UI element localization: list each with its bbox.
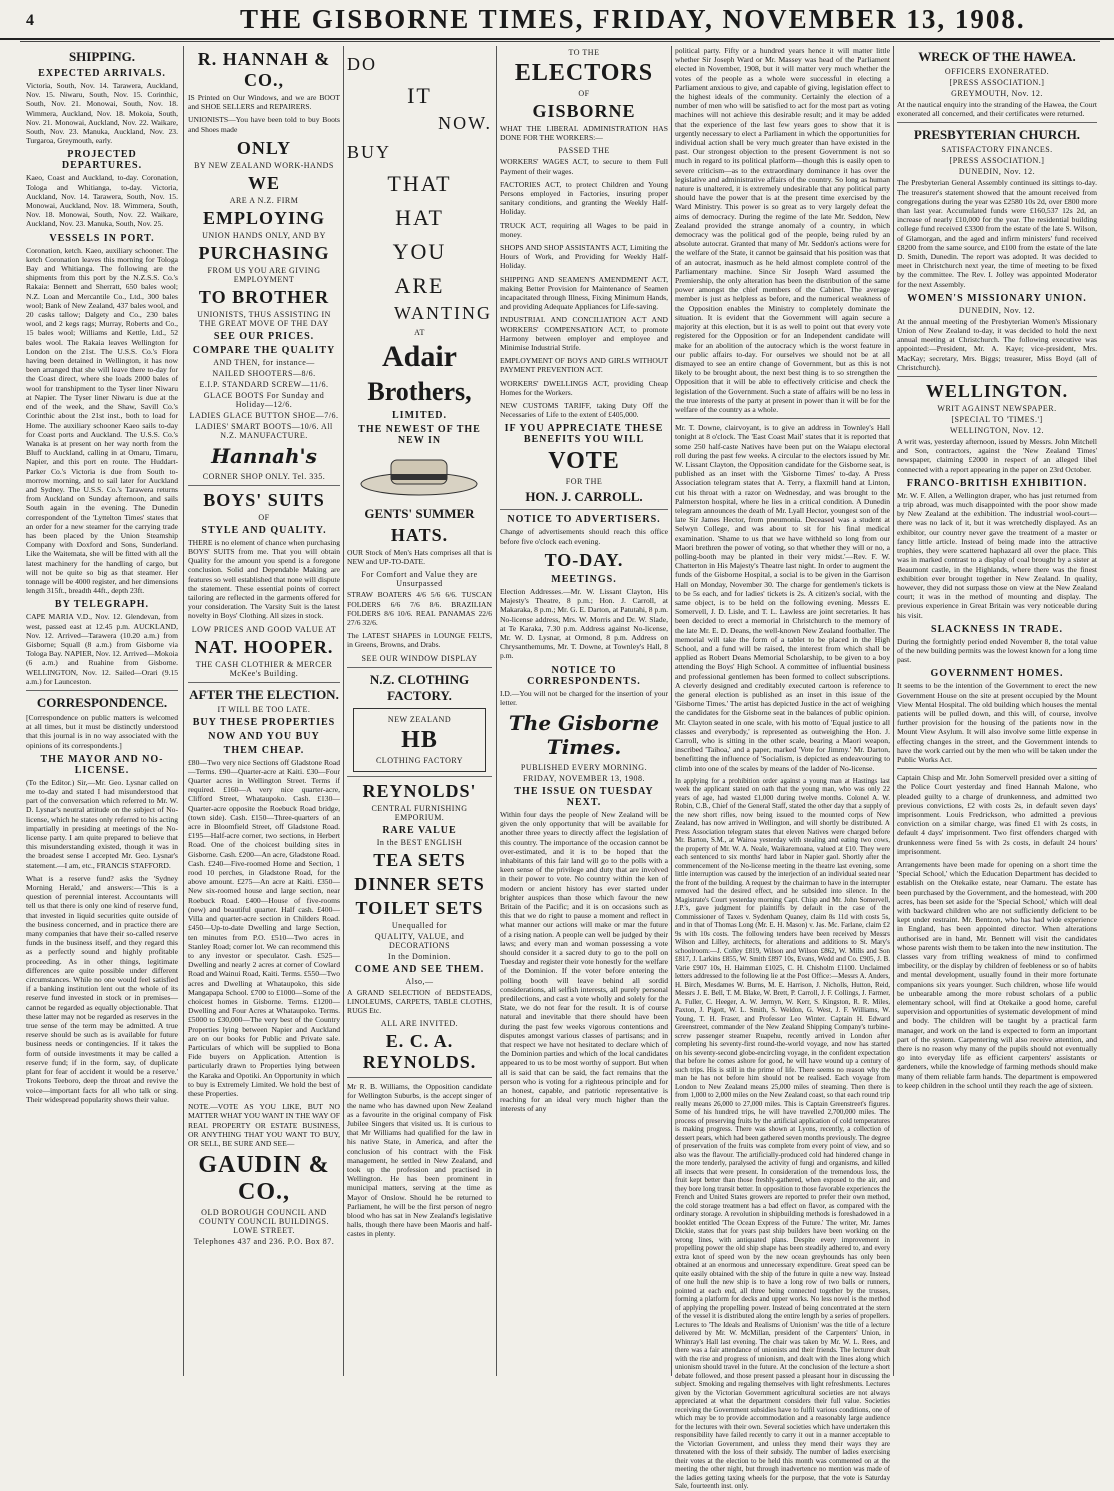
act-industrial: INDUSTRIAL AND CONCILIATION ACT AND WORKERS' COMPENSATION ACT, to promote Harmony between employer and employee and Minimise Industrial Strife. [500,315,668,353]
also: Also,— [405,976,434,986]
correspondence-note: [Correspondence on public matters is welcomed at all times, but it must be distinctly understood that this journal is in no way associated with the opinions of its correspondents.] [26,712,178,750]
header-rule [20,41,1100,42]
act-employment: EMPLOYMENT OF BOYS AND GIRLS WITHOUT PAYMENT PREVENTION ACT. [500,356,668,375]
column-rule [893,46,894,1376]
ad-wanting: WANTING [394,303,492,323]
notice-advertisers-heading: NOTICE TO ADVERTISERS. [507,514,661,526]
act-workers-wages: WORKERS' WAGES ACT, to secure to them Full Payment of their wages. [500,157,668,176]
special-school-text: Arrangements have been made for opening on a short time the 'Special School,' which the Education Department has decided to establish on the Otekaike estate, near Oamaru. The estate has been purchased by the Government, and the homestead, with 200 acres, has been set aside for the 'Special School,' which will deal with backward children who are not sufficiently deficient to be kept under restraint. Mr. Bentzon, who has had wide experience in England, has been appointed director. When alterations authorised are in hand, Mr. Bennett will visit the candidates whose parents wish them to be taken into the new institution. The classes vary from trifling weakness of mind to confirmed imbecility, or the display by children of feebleness or so of habits and mental development, usually found in their more fortunate companions six years younger. Such children, whose life would be unbearable among the more robust scholars of a public elementary school, will find at Otekaike a good home, careful supervision and opportunities of systematic development of mind and body. The children will be taught by a practical farm manager, and work on the land is expected to form an important part of the system. Carpentering will also receive attention, and there is no reason why many of the pupils should not eventually go into everyday life as efficient carpenters' assistants or gardeners, while the knowledge of farming methods should make many of them reliable farm hands. The department is empowered to keep children in the school until they reach the age of sixteen. [897,859,1097,1090]
ad-buy: BUY [347,142,392,162]
divider [897,376,1097,377]
divider [675,418,890,419]
column-rule [496,46,497,1376]
column-shipping [26,46,178,1376]
hat-prices: STRAW BOATERS 4/6 5/6 6/6. TUSCAN FOLDERS 6/6 7/6 8/6. BRAZILIAN FOLDERS 8/6 10/6. REAL PANAMAS 22/6 27/6 32/6. [347,590,492,628]
column-adair-reynolds [347,46,492,1376]
hats-heading: HATS. [390,525,449,545]
published-every-morning: PUBLISHED EVERY MORNING. [520,762,648,772]
dunedin-dateline: DUNEDIN, Nov. 12. [958,305,1036,315]
reynolds-heading: REYNOLDS' [362,780,477,801]
act-dwellings: WORKERS' DWELLINGS ACT, providing Cheap Homes for the Workers. [500,378,668,397]
comfort: For Comfort and Value they are Unsurpassed [361,570,478,589]
to-the: TO THE [568,48,600,57]
and-then: AND THEN, for instance— [213,357,315,367]
liberal-intro: WHAT THE LIBERAL ADMINISTRATION HAS DONE FOR THE WORKERS:— [500,124,668,143]
gaudin-address: OLD BOROUGH COUNCIL AND COUNTY COUNCIL BUILDINGS. LOWE STREET. [199,1208,329,1236]
column-news [675,46,890,1491]
projected-departures-heading: PROJECTED DEPARTURES. [61,149,143,172]
press-association-tag: [PRESS ASSOCIATION.] [949,156,1045,166]
special-tag: [SPECIAL TO 'TIMES.'] [951,415,1043,425]
column-telegrams [897,46,1097,1376]
limited: LIMITED. [392,410,447,421]
gaudin-title: GAUDIN & CO., [198,1152,330,1206]
hannah-title: R. HANNAH & CO., [197,49,331,90]
column-rule [183,46,184,1376]
reserve-fund-article: What is a reserve fund? asks the 'Sydney Morning Herald,' and answers:—'This is a question of perennial interest. Accountants will tell us that there is only one kind of reserve fund, that invested in liquid securities quite outside of the business concerned, and in practice there are many companies that have their so-called reserve funds in the business itself, and they regard this as a perfectly sound and highly profitable proceeding. As in other things, legitimate differences are quite possible under different circumstances. While no one would feel satisfied if a banking institution lent out the whole of its reserve fund invested in stock or in premises—cannot be regarded as equally objectionable. That these latter may not be regarded as reserves in the true sense of the term may be admitted. A true reserve should be such as is available for future business needs or contingencies. If it takes the form of outside investments it may be called a reserve fund; if in the form, say, of duplicate plant for fear of accident it would be a reserve.' Trokons Teeboro, deep the throat and revive the voice—important facts for all who talk or sing. Their widespread popularity shows their value. [26,873,178,1104]
act-truck: TRUCK ACT, requiring all Wages to be paid in money. [500,220,668,239]
slackness-text: During the fortnightly period ended November 8, the total value of the new building permits was the lowest known for a long time past. [897,636,1097,665]
hannah-intro: IS Printed on Our Windows, and we are BOOT and SHOE SELLERS and REPAIRERS. [188,93,340,112]
letter-to-editor: (To the Editor.) Sir,—Mr. Geo. Lysnar called on me to-day and stated I had misunderstood that part of the conversation which referred to Mr. W. D. Lysnar's neutral attitude on the subject of No-license, which he states only referred to his acting impartially in presiding at meetings of the No-license party. I am quite prepared to believe that this misunderstanding existed, though it was in the broadest sense I accepted Mr. Geo. Lysnar's statement.—I am, etc., FRANCIS STAFFORD. [26,777,178,870]
ad-at: AT [414,328,425,337]
franco-british-text: Mr. W. F. Allen, a Wellington draper, who has just returned from a trip abroad, was much disappointed with the poor show made by New Zealand at the exhibition. The industrial wool-court—there was no lack of it, but it was wretchedly displayed. As an exhibitor, our country never gave the treatment of a master or fancy little article. Instead of being made into the attractive trophies, they were scattered haphazard all over the place. This was in marked contrast to a display of coal brought by a sister at Beaumont castle, in the Highlands, where there was the finest exhibition ever brought together in New Zealand. In quality, however, they did not surpass those on view at the New Zealand court; it was in the method of mounting and display. The previous experience in Great Britain was very noticeable during his visit. [897,490,1097,620]
womens-union-text: At the annual meeting of the Presbyterian Women's Missionary Union of New Zealand to-day, it was decided to hold the next annual meeting at Christchurch. The following executive was appointed:—President, Mr. A. Kaye; vice-president, Mrs. MacKay; secretary, Mrs. Biggs; treasurer, Miss Boyd (all of Christchurch). [897,316,1097,372]
tea-sets: TEA SETS [373,849,466,870]
editorial-continued: political party. Fifty or a hundred years hence it will matter little whether Sir Joseph Ward or Mr. Massey was head of the Parliament elected in November, 1908, but it will matter very much whether the votes of the people as a whole were successful in electing a Parliament anxious to give, and capable of giving, legislation effect to the highest ideals of the community. Certainly the election of a number of men who will be satisfied to act for the most part as voting machines will not achieve this desirable result; and it may be added that the experience of the last few years goes to show that it is urgently necessary to elect a Parliament in which the opportunities for individual action shall be very much greater than have existed in the past. Our strongest objection to the present Government is not so much in regard to its political platform—though this is easily open to severe criticism—as to the extraordinary dominance it has over the legislative and administrative affairs of the country. So long as human nature is unaltered, it is extremely undesirable that any political party should have the power that is at the present time exercised by the Ward Ministry. This power is so great as to very largely defeat the aims of democracy. During the regime of the late Mr. Seddon, New Zealand provided the strange anomaly of a country, in which democracy was the political god of the people, being ruled by an absolute autocrat. Granted that many of Mr. Seddon's actions were for the welfare of the State, it cannot be gainsaid that his position was that of an autocrat, inasmuch as he held almost complete control of the Parliamentary machine. Since Sir Joseph Ward assumed the Premiership, the only alteration has been the distribution of the same power amongst the chief members of the Cabinet. The average member is just as helpless as before, and the numerical weakness of the Opposition enables the Ministry to completely dominate the situation. It is evident that the Government will again secure a majority at this election, but it is as well to point out that every vote registered for the Opposition or for an Independent candidate will make for an abolition of the autocracy which is the worst feature in our public affairs to-day. For ourselves we should not be at all dismayed to see an entire change of Government, but as this is not likely to be brought about, the next best thing is to so strengthen the Opposition that it will be able to effectively criticise and check the legislation of the Government. Such a state of affairs will be no less in the true interests of the party at present in power than it will be for the welfare of the country as a whole. [675,46,890,414]
arrivals-list: Victoria, South, Nov. 14. Tarawera, Auckland, Nov. 15. Niwaru, South, Nov. 15. Corinthic, South, Nov. 21. Monowai, South, Nov. 18. Wimmera, Auckland, Nov. 18. Mokoia, South, Nov. 21. Monowai, Auckland, Nov. 22. Waikare, South, Nov. 23. Manuka, Auckland, Nov. 23. Turgaroa, Greymouth, early. [26,81,178,146]
style-quality: STYLE AND QUALITY. [201,524,327,536]
for-the: FOR THE [565,477,603,487]
boys-suits-heading: BOYS' SUITS [203,489,325,510]
no-license-heading: THE MAYOR AND NO-LICENSE. [40,753,164,776]
issue-heading: THE ISSUE ON TUESDAY NEXT. [514,785,654,808]
union-hands: UNION HANDS ONLY, AND BY [202,230,326,240]
dunedin-dateline: DUNEDIN, Nov. 12. [958,167,1036,177]
franco-british-heading: FRANCO-BRITISH EXHIBITION. [906,477,1088,489]
divider [188,682,340,683]
ad-are: ARE [394,273,445,298]
price-nailed: NAILED SHOOTERS—8/6. [212,368,316,378]
from-us: FROM US YOU ARE GIVING EMPLOYMENT [207,265,321,284]
gisborne-heading: GISBORNE [532,101,636,121]
latest-shapes: The LATEST SHAPES in LOUNGE FELTS, in Greens, Browns, and Drabs. [347,631,492,650]
hawea-text: At the nautical enquiry into the stranding of the Hawea, the Court exonerated all concerned, and their certificates were returned. [897,100,1097,119]
column-advertisements [188,46,340,1376]
grand-selection: A GRAND SELECTION of BEDSTEADS, LINOLEUMS, CARPETS, TABLE CLOTHS, RUGS Etc. [347,987,492,1016]
by-workhands: BY NEW ZEALAND WORK-HANDS [194,160,334,170]
passed-the: PASSED THE [558,146,610,156]
dinner-sets: DINNER SETS [354,873,485,894]
wellington-dateline: WELLINGTON, Nov. 12. [950,426,1044,436]
departures-list: Kaeo, Coast and Auckland, to-day. Coronation, Tologa and Whitianga, to-day. Victoria, Auckland, Nov. 14. Tarawera, South, Nov. 15. Monowai, Auckland, Nov. 18. Wimmera, South, Nov. 18. Monowai, South, Nov. 22. Waikare, Auckland, Nov. 23. Manuka, South, Nov. 25. [26,173,178,229]
correspondence-heading: CORRESPONDENCE. [36,694,168,710]
ad-it: IT [407,83,432,108]
womens-union-heading: WOMEN'S MISSIONARY UNION. [907,292,1087,304]
meetings-heading: MEETINGS. [551,573,617,585]
ad-now: NOW. [438,113,492,133]
stock-text: OUR Stock of Men's Hats comprises all that is NEW and UP-TO-DATE. [347,548,492,567]
unequalled: Unequalled for [391,920,448,930]
corner-shop: CORNER SHOP ONLY. Tel. 335. [202,471,326,481]
notice-correspondents-heading: NOTICE TO CORRESPONDENTS. [527,664,641,687]
editorial-dateline: FRIDAY, NOVEMBER 13, 1908. [523,773,645,783]
government-homes-text: It seems to be the intention of the Government to erect the new Government House on the site at present occupied by the Mount View Mental Hospital. The old building which houses the mental patients will be pulled down, and this will, of course, involve further provision for the housing of the patients now in the Mount View Asylum. It will also involve some little expense in effecting changes in the street, and the Government intends to have the work carried out by the men who will be taken under the Public Works Act. [897,681,1097,764]
ad-you: YOU [392,239,447,264]
police-court-text: Captain Chisp and Mr. John Somervell presided over a sitting of the Police Court yesterday and fined Hannah Malone, who pleaded guilty to a charge of drunkenness, and admitted two previous convictions, £2 with costs 2s, in default seven days' imprisonment. Louis Fredrickson, who admitted a previous conviction on a similar charge, was fined £1 with 2s costs, in default 4 days' imprisonment. Two first offenders charged with drunkenness were fined 5s with 2s costs, in default 24 hours' imprisonment. [897,773,1097,856]
only-word: ONLY [236,137,292,158]
rare-value: RARE VALUE [382,824,457,836]
divider [347,776,492,777]
vessels-in-port-heading: VESSELS IN PORT. [49,232,155,244]
toilet-sets: TOILET SETS [355,897,484,918]
greymouth-dateline: GREYMOUTH, Nov. 12. [951,89,1043,98]
wellington-heading: WELLINGTON. [925,381,1069,402]
newest: THE NEWEST OF THE NEW IN [358,424,481,446]
them-cheap: THEM CHEAP. [223,744,305,756]
hannahs-logo: Hannah's [211,443,317,468]
today-heading: TO-DAY. [544,549,624,570]
price-ladies-smart: LADIES' SMART BOOTS—10/6. All N.Z. MANUFACTURE. [195,421,333,440]
act-factories: FACTORIES ACT, to protect Children and Young Persons employed in Factories, insuring proper sanitary conditions, and granting the Weekly Half-Holiday. [500,179,668,217]
price-ladies-glace: LADIES GLACE BUTTON SHOE—7/6. [189,410,339,420]
nat-hooper: NAT. HOOPER. [194,636,334,657]
ad-do: DO [347,54,377,74]
price-eip: E.I.P. STANDARD SCREW—11/6. [199,379,329,389]
press-association-tag: [PRESS ASSOCIATION.] [949,78,1045,87]
not-too-late: IT WILL BE TOO LATE. [217,704,311,714]
column-rule [343,46,344,1376]
low-prices: LOW PRICES AND GOOD VALUE AT [191,624,337,634]
best-english: In the BEST ENGLISH [376,837,463,847]
port-news: Coronation, ketch. Kaeo, auxiliary schooner. The ketch Coronation leaves this morning for Tologa Bay and Whitianga. The following are the shipments from this port by the N.Z.S.S. Co.'s Rakaia: Bennett and Sherratt, 650 bales wool; N.Z. Loan and Mercantile Co., Ltd., 300 bales wool; Bank of New Zealand, 437 bales wool, and 20 casks tallow; Dalgety and Co., 230 bales wool, and 2 kegs rags; Murray, Roberts and Co., 15 bales wool; Williams and Kettle, Ltd., 52 bales wool. The Rakaia leaves Wellington for London on the 21st. The U.S.S. Co.'s Flora having been detained in Wellington, it has now been arranged that she will leave there to-day for the Coast direct, where she loads 2000 bales of wool for transhipment to the Tyser liner Niwaru at Napier. The Tyser liner Niwaru is due at the end of the week, and the Shaw, Savill Co.'s Corinthic about the 21st inst., both to load for Home. The auxiliary schooner Kaeo sails to-day for Coast ports and Auckland. The U.S.S. Co.'s Wanaka is at present on her way north from the Bluff to Auckland, calling in at Omaru, Timaru, Napier, and this port en route. The Huddart-Parker Co.'s Victoria is due from South to-morrow morning, and to sail later for Auckland and Sydney. The U.S.S. Co.'s Tarawera returns from Auckland on Sunday afternoon, and sails South again in the evening. The Dunedin correspondent of the 'Lyttelton Times' states that an order for a new steamer for the carrying trade has been placed by the Union Steamship Company with Doxford and Sons, Sunderland. Like the Waitemata, she will be fitted with all the latest machinery for the handling of cargo, but will not be quite so big as that steamer. Her tonnage will be 4000 register, and her dimensions length 315ft., breadth 44ft., depth 23ft. [26,245,178,596]
column-electors [500,46,668,1376]
unionists-text: UNIONISTS—You have been told to buy Boots and Shoes made [188,115,340,134]
purchasing-word: PURCHASING [198,242,330,263]
by-telegraph-heading: BY TELEGRAPH. [54,599,150,611]
government-homes-heading: GOVERNMENT HOMES. [930,668,1064,680]
act-shipping: SHIPPING AND SEAMEN'S AMENDMENT ACT, making Better Provision for Maintenance of Seamen incapacitated through Illness, Fixing Minimum Hands, and providing Adequate Appliances for Life-saving. [500,274,668,312]
after-election: AFTER THE ELECTION. [189,686,339,702]
properties-list: £80—Two very nice Sections off Gladstone Road—Terms. £90—Quarter-acre at Kaiti. £30—Four Quarter acres in Wellington Street. Terms if required. £160—A very nice quarter-acre, Clifford Street, Whataupoko. Cash. £130—Quarter-acre opposite the Roebuck Road bridge, (town side). Cash. £150—Three-quarters of an acre in Bloomfield Street, off Gladstone Road. £195—Half-acre corner, two sections, in Herbert Road. One of the choicest building sites in Gisborne. Cash. £200—An acre, Gladstone Road. Cash. £240—Five-roomed Home and Section, 1 rood 10 perches, in Gladstone Road, for the above amount. £275—An acre at Kaiti. £350—New six-roomed house and large section, near Roebuck Road. £400—House of five-rooms (new) and beautiful quarter. Half cash. £400—Villa and quarter-acre section in Childers Road. £450—Up-to-date Dwelling and large Section, ten minutes from P.O. £510—Two acres in Stanley Road; corner lot. We can recommend this to any investor or speculator. Cash. £525—Dwelling and nearly 2 acres at corner of Cowlard Road and Wainui Road, Kaiti. Terms. £550—Two acres and Dwelling at Whataupoko, this side Mangapapa School. £700 to £1000—Some of the choicest homes in Gisborne. Terms. £1200—Dwelling and Four Acres at Whataupoko. Terms. £5000 to £30,000—The very best of the Country Properties lying between Napier and Auckland are on our books for Public and Private sale. Particulars of which will be supplied to Bona Fide buyers on Application. Attention is particularly drawn to Properties lying between the Karaka and Opotiki. An Opportunity in which to buy is Extremely Limited. We hold the best of these Properties. [188,757,340,1098]
adair-logo: Adair [382,340,457,373]
divider [347,1077,492,1078]
gents-summer: GENTS' SUMMER [364,506,475,521]
divider [897,122,1097,123]
buy-these: BUY THESE PROPERTIES [192,716,336,728]
unionists-assist: UNIONISTS, THUS ASSISTING IN THE GREAT MOVE OF THE DAY [197,309,331,328]
nz-clothing-factory: N.Z. CLOTHING FACTORY. [369,671,470,703]
column-rule [671,46,672,1376]
local-news-items: Mr. T. Downe, clairvoyant, is to give an address in Townley's Hall tonight at 8 o'clock. The 'East Coast Mail' states that it is reported that some 250 half-caste Natives have been put on the Waiapu electoral roll during the past few weeks. A circular to the electors issued by Mr. W. Lissant Clayton, the Opposition candidate for the Gisborne seat, is published as an inset with the 'Gisborne Times' to-day. A Press Association telegram states that A. Terry, a flaxmill hand at Linton, cut his throat with a razor on Wednesday, and was brought to the Palmerston hospital, where he lies in a critical condition. A Dunedin telegram announces the death of Mr. Lyall Hector, youngest son of the late Sir James Hector, from pneumonia. Deceased was a student at Selwyn College, and was about to sit for his final medical examination. 'Shame to us that we have withheld so long from our Maori brethren the power of voting, so that whether they will or no, a polling-booth may be planted in their very midst.'—Rev. F. W. Chatterton in His Majesty's Theatre last night. In order to augment the funds of the Gisborne Hospital, a social is to be given in the Garrison Hall on Monday, November 30. The charge for gentlemen's tickets is to be 5s each, and for ladies' tickets is 2s. A citizen's social, with the same object, is to be held on the following evening. Messrs E. Somervell, J. D. Lisle, and T. L. Lawless are joint secretaries. It has been decided to erect a memorial in Christchurch to the memory of the late Mr. E. D. Deans, the well-known New Zealand footballer. The memorial will take the form of a tablet to be placed in the High School, and a fund will be raised, the interest from which shall be applied as Robert Deans Memorial Scholarship, to be given to a boy attending the Boys' High School. A committee of influential business and professional gentlemen has been formed to collect subscriptions. A cleverly designed and creditably executed cartoon is reference to the general election is published as an inset in this issue of the 'Gisborne Times.' The artist has depicted Justice in the act of weighing the candidates for the Gisborne seat in the balances of public opinion. Mr. Clayton seated in one scale, with his motto of 'Equal justice to all classes and everybody,' is represented as outweighing the Hon. J. Carroll, who is sitting in the other scale, bearing a Maori weapon, inscribed 'Taihoa,' and a paper, marked 'Vote for Jimmy.' Mr. Darton, benefitting the influence of 'Socialism, is depicted as endeavouring to climb into one of the scales by means of the ladder of No-license. [675,423,890,773]
act-tariff: NEW CUSTOMS TARIFF, taking Duty Off the Necessaries of Life to the extent of £405,000. [500,401,668,420]
to-brother: TO BROTHER [198,286,330,307]
brothers-logo: Brothers, [367,377,472,406]
divider [188,485,340,486]
vote-heading: VOTE [548,448,620,475]
divider [26,690,178,691]
carroll-name: HON. J. CARROLL. [525,489,643,505]
shipping-heading: SHIPPING. [68,49,136,64]
see-prices: SEE OUR PRICES. [213,330,315,342]
straw-hat-illustration [347,448,492,498]
slackness-heading: SLACKNESS IN TRADE. [931,623,1063,635]
ad-that: THAT [387,171,452,196]
see-window: SEE OUR WINDOW DISPLAY [361,653,478,663]
presbyterian-heading: PRESBYTERIAN CHURCH. [913,127,1081,143]
ad-hat: HAT [395,205,444,230]
act-shops: SHOPS AND SHOP ASSISTANTS ACT, Limiting the Hours of Work, and Providing for Weekly Half-Holiday. [500,243,668,271]
divider [897,768,1097,769]
boys-suits-text: THERE is no element of chance when purchasing BOYS' SUITS from me. That you will obtain Quality for the amount you spend is a foregone conclusion. Solid and Dependable Making are features so well established that none will dispute the statement. These essential points of correct tailoring are reflected in the garments offered for your consideration. The Varsity Suit is the latest novelty in Boys' Clothing. All sizes in stock. [188,537,340,621]
writ-subheading: WRIT AGAINST NEWSPAPER. [937,404,1057,414]
meetings-text: Election Addresses.—Mr. W. Lissant Clayton, His Majesty's Theatre, 8 p.m.; Hon. J. Carroll, at Makaraka, 8 p.m.; Mr. G. E. Darton, at Patutahi, 8 p.m. No-license address, Mrs. W. Morris and Dr. W. Slade, at Te Karaka, 7.30 p.m. Address against No-license, Mr. W. D. Lysnar, at Ormond, 8 p.m. Address on Chrysanthemums, Mr. T. Downe, at Townley's Hall, 8 p.m. [500,586,668,661]
of-word: OF [578,89,590,98]
all-invited: ALL ARE INVITED. [380,1019,459,1029]
williams-article: Mr R. B. Williams, the Opposition candidate for Wellington Suburbs, is the accept singer of the name who has dawned upon New Zealand as a favourite in the original company of Fisk Jubilee Singers that visited us. It is curious to that Mr Williams had qualified for the law in his native State, in America, and after the conclusion of his contract with the Fisk management, he settled in New Zealand, and took up the profession and practised in Wellington. He has been prominent in municipal matters, serving at the time as Mayor of Onslow. Should he be returned to Parliament, he will be the first person of negro blood who has sat in New Zealand's legislative halls, though there have been Maoris and half-castes in plenty. [347,1082,492,1239]
notice-advertisers-text: Change of advertisements should reach this office before five o'clock each evening. [500,527,668,546]
satisfactory-finances: SATISFACTORY FINANCES. [941,145,1053,155]
of-word: OF [258,512,270,522]
we-word: WE [247,172,280,193]
come-see: COME AND SEE THEM. [354,963,485,975]
are-nz: ARE A N.Z. FIRM [229,195,299,205]
logo-new-zealand: NEW ZEALAND [387,714,452,724]
appreciate: IF YOU APPRECIATE THESE BENEFITS YOU WILL [504,423,664,446]
telegraph-news: CAPE MARIA V.D., Nov. 12. Glendevan, from west, passed east at 12.45 p.m. AUCKLAND, Nov. 12. Arrived—Tarawera (10.20 a.m.) from Gisborne; Squall (8 a.m.) from Gisborne via Tologa Bay. NAPIER, Nov. 12. Arrived—Mokoia (6 a.m.) and Ruahine from Gisborne. WELLINGTON, Nov. 12. Sailed—Orari (9.15 a.m.) for Launceston. [26,612,178,686]
divider [347,667,492,668]
central-furnishing: CENTRAL FURNISHING EMPORIUM. [371,803,468,822]
editorial-text: Within four days the people of New Zealand will be given the only opportunity that will be available for another three years to directly affect the legislation of this country. The importance of the occasion cannot be over-estimated, and it is to be hoped that the inhabitants of this fair land will go to the polls with a keen sense of the privilege and duty that are involved in their power to vote. No country within the ken of modern or ancient history has ever started under brighter auspices than those which favour the new Britain of the Pacific; and it is on occasions such as this that we do right to pause a moment and reflect in what manner our actions will make or mar the future of a rising nation. A people can well be judged by their laws; and every man and woman possessing a vote should consider it a sacred duty to go to the poll on Tuesday and register their vote honestly for the welfare of the Dominion. If the voter before entering the polling booth will leave behind all sordid considerations, all selfish interests, all purely personal predilections, and cast a vote wholly and solely for the State, we do not fear for the result. It is of course natural and inevitable that there should have been during the past few weeks vigorous contentions and disputes amongst various classes of partisans; and in that respect we have not hesitated to declare which of the Dominion parties and which of the local candidates appeared to us to be most worthy of support. But when all is said that can be said, the fact remains that the person who is voting for a righteous principle and for an honest, capable, and patriotic representative is reaching for an ideal very much higher than the interests of any [500,809,668,1114]
expected-arrivals-heading: EXPECTED ARRIVALS. [38,68,166,79]
divider [500,509,668,510]
now-and-you: NOW AND YOU BUY [208,730,320,742]
page-number: 4 [26,12,34,29]
electors-heading: ELECTORS [514,60,654,86]
officers-exonerated: OFFICERS EXONERATED. [944,67,1050,76]
hawea-heading: WRECK OF THE HAWEA. [918,49,1076,64]
presbyterian-text: The Presbyterian General Assembly continued its sittings to-day. The treasurer's statement showed that the amount received from congregations during the year was £2580 10s 2d, over £800 more than last year. Accumulated funds were £160,537 12s 2d, an increase of nearly £10,000 for the year. The residential building college fund received £3300 from the estate of the late S. Wilson, of Glamorgan, and the aged and infirm ministers' fund received £8200 from the same source, and £100 from the estate of the late D. Smith, Dunedin. The report was adopted. It was decided to meet in Christchurch next year, the time of meeting to be fixed by the committee. The Rev. I. Jolley was appointed Moderator for the next Assembly. [897,178,1097,289]
in-dominion: In the Dominion. [388,951,451,961]
eca-reynolds: E. C. A. REYNOLDS. [362,1031,477,1073]
price-glace: GLACE BOOTS For Sunday and Holiday—12/6. [203,390,325,409]
masthead: THE GISBORNE TIMES, FRIDAY, NOVEMBER 13, 1908. [240,4,1026,34]
quality-value: QUALITY, VALUE, and DECORATIONS [374,931,465,950]
gaudin-telephones: Telephones 437 and 236. P.O. Box 87. [193,1237,335,1247]
note-vote: NOTE.—VOTE AS YOU LIKE, BUT NO MATTER WHAT YOU WANT IN THE WAY OF REAL PROPERTY OR ESTATE BUSINESS, OR ANYTHING THAT YOU WANT TO BUY, OR SELL, BE SURE AND SEE— [188,1102,340,1148]
compare-quality: COMPARE THE QUALITY [192,344,336,356]
notice-correspondents-text: I.D.—You will not be charged for the insertion of your letter. [500,688,668,707]
employing-word: EMPLOYING [202,207,325,228]
writ-text: A writ was, yesterday afternoon, issued by Messrs. John Mitchell and Son, contractors, against the 'New Zealand Times' newspaper, claiming £2000 in respect of an alleged libel connected with a report appearing in the paper on 23rd October. [897,437,1097,474]
gisborne-times-title: The Gisborne Times. [508,710,660,759]
logo-clothing-factory: CLOTHING FACTORY [375,755,464,765]
clothing-factory-logo [353,708,486,772]
cash-clothier: THE CASH CLOTHIER & MERCER McKee's Building. [195,659,333,678]
logo-hb: HB [401,726,438,753]
page-header [0,0,1114,40]
general-news-items: In applying for a prohibition order against a young man at Hastings last week the applicant stated on oath that the young man, who was only 22 years of age, had wasted £1,000 during twelve months. Colonel A. W. Robin, C.B., Chief of the General Staff, stated the other day that a supply of the new short rifles, now being issued to the mounted corps of New Zealand, has now arrived in Wellington, and will shortly be distributed. A Press Association telegram states that eleven Natives were charged before Mr. Barton, S.M., at Wairoa yesterday with stealing and eating two cows, the property of Mr. W. A. Neale, Waikaremoana, valued at £10. They were each sentenced to six months' hard labor in Napier gaol. Shortly after the commencement of the No-license meeting in the theatre last evening, some little interruption was caused by the interjection of an individual seated near the front of the building. A request by the chairman to have in the interrupter removed had the desired effect, and he subsided into silence. In the Magistrate's Court yesterday morning Capt. Chisp and Mr. John Somervell, J.P.'s, gave judgment for plaintiffs by default in the case of the Commissioner of Taxes v. Sydenham Quaney, claim 8s 11d with costs 5s, and in that of Thomas Long (Mr. E. H. Mason) v. Jas. Mc. Farlane, claim £2 9s with 10s costs. The following tenders have been received by Messrs Wilson and Lilley, architects, for alterations and additions to St. Mary's schoolroom:—J. Colley £819, Wilson and Wilson £862, W. Mills and Son £817, J. Larkins £855, W. Smith £897 10s, Evans, Wedd and Co. £905, J. B. Varie £907 10s, H. Haimman £1025, C. H. Chisholm £1100. Unclaimed letters addressed to the following lie at the Post Office:—Messrs A. Anders, H. Birch, Mesdames W. Burns, M. E. Harrison, J. Nicholls, Hutton, Reid, Messrs J. E. Bell, T. M. Blake, W. Brett, P. Carroll, J. F. Collings, J. Farmer, A. Fuller, C. Heeger, A. W. Jermyn, W. Kerr, S. Kingston, R. R. Miles, Paxton, J. Pigott, W. L. Smith, S. Weldon, G. West, J. F. Williams, W. Young, T. H. Fraser, and Professor Leo Winter. Captain H. Edward Greenstreet, commander of the New Zealand Shipping Company's turbine-screw passenger steamer Ruapehu, recently arrived in London after completing his seventy-first round-the-world voyage, and now has started on his seventy-second globe-encircling voyage, in the confident expectation that before he comes ashore for good, he will have wound up a century of such trips. His is still in the prime of life. There seems no reason why the man he has not before him should not be realised. Each voyage from London to New Zealand means 25,000 miles of steaming. Then there is from 1,000 to 2,000 miles on the New Zealand coast, so that each round trip really means 26,000 to 27,000 miles. This is Captain Greenstreet's figures. Some of his hundred trips, he will have travelled 2,700,000 miles. The process of preserving fruits by the artificial application of cold temperatures is making progress. There was shown at Lyons, recently, a collection of dessert pears, which had been gathered seven months previously. The degree of preservation of the fruits was complete from every point of view, and so also was the flavour. The artificially-produced cold had hindered change in the more tenderly, paralysed the activity of fungi and organisms, and killed all insects that were present. In consideration of the tremendous loss, the fruit kept better than those freshly-gathered, when exposed to the air, and they bore long transit better. In opposition to those favorable experiences the French and United States growers are reported to prefer their own method, the cold storage treatment has a bad effect on flavor, as compared with the ordinary storage. A revolution in shipbuilding methods is foreshadowed in a booklet entitled 'The Ocean Express of the Future.' The writer, Mr. James Dickie, states that for years past ship builders have been working on the wrong lines, with antiquated plans. Despite every improvement in propelling power the old ship shape has been steadily adhered to, and every extra knot of speed won by the new ocean greyhounds has only been obtained at an enormous and unnecessary expenditure. Great speed can be quite easily obtained with the ship of the future in quite a new way. Instead of one hull the new ship is to have a long row of two balls or runners, pointed at each end, all three being connected together by the trusses, forming a platform for decks and upper works. No less novel is the method of applying the propelling power. Instead of being concentrated at the stern of the vessel it is distributed along the entire length by a series of propellers. Lectures to 'The Ideals and Realisms of Unionism' was the title of a lecture delivered by Mr. W. McMillan, president of the Carpenters' Union, in Whinray's Hall last evening. The chair was taken by Mr. W. L. Rees, and there was a fair attendance of unionists and their friends. The lecturer dealt with the rise and progress of unionism, and dealt with the lines along which unionism should travel in the future. At the conclusion of the lecture a short debate followed, and those present passed a pleasant hour in discussing the subject. Smoking and regaling themselves with light refreshments. Lectures given by the Victorian Government agricultural societies are not always appreciated at what the department considers their full value. Societies receiving the Government subsidies have to fulfil various conditions, one of which may be to provide accommodation and a reasonably large audience for the lectures with their own. Several societies which have undertaken this responsibility have failed recently to carry it out in a manner acceptable to the Victorian Government, and unless they mend their ways they are threatened with the loss of their subsidy. The number of ladies exercising their votes at the election to be held this month was commented on at the meeting the other night, but through inadvertence no mention was made of the ladies getting taxing wheels for the purpose, that the vote is Saturday Sale, fourteenth inst. only. [675,776,890,1491]
